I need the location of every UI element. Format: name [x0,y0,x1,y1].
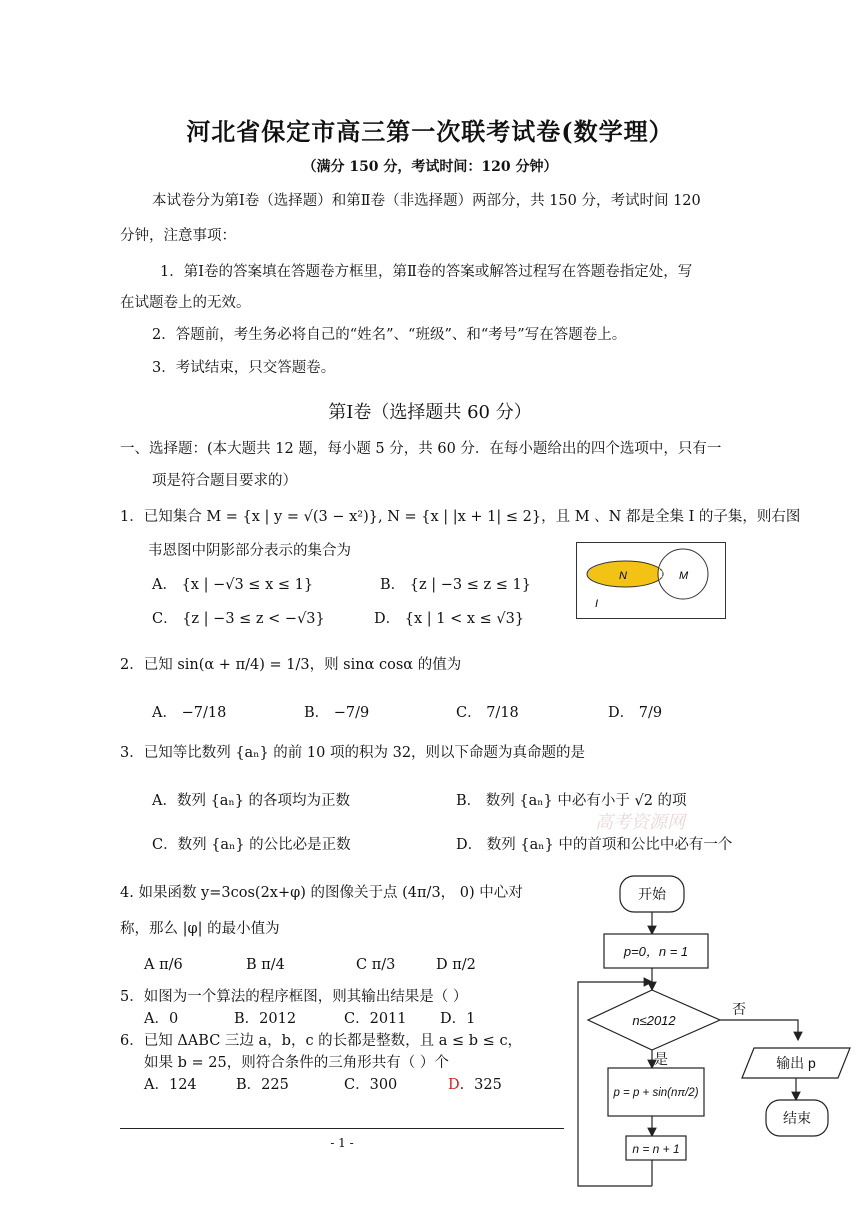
q4-option-c: C π/3 [356,957,396,973]
q6-option-a: A．124 [144,1077,197,1093]
section-title: 第Ⅰ卷（选择题共 60 分） [328,402,532,423]
flow-increment-label: n = n + 1 [632,1142,680,1156]
q6-stem-line-2: 如果 b = 25，则符合条件的三角形共有（ ）个 [144,1055,449,1071]
note-2: 2．答题前，考生务必将自己的“姓名”、“班级”、和“考号”写在答题卷上。 [152,327,627,343]
intro-line-2: 分钟，注意事项： [120,228,236,244]
exam-title: 河北省保定市高三第一次联考试卷(数学理） [186,117,674,146]
q5-option-b: B．2012 [234,1011,297,1027]
flow-update-label: p = p + sin(nπ/2) [613,1087,699,1099]
q1-option-d: D． {x | 1 < x ≤ √3} [374,611,525,627]
flow-no-label: 否 [732,1001,746,1017]
q2-option-c: C． 7/18 [456,705,519,721]
q4-option-d: D π/2 [436,957,476,973]
q5-stem: 5．如图为一个算法的程序框图，则其输出结果是（ ） [120,989,468,1005]
q3-option-d: D． 数列 {aₙ} 中的首项和公比中必有一个 [456,837,733,853]
q3-option-c: C．数列 {aₙ} 的公比必是正数 [152,837,351,853]
exam-subtitle: （满分 150 分，考试时间：120 分钟） [302,159,558,175]
q3-option-a: A．数列 {aₙ} 的各项均为正数 [152,793,351,809]
q1-option-a: A． {x | −√3 ≤ x ≤ 1} [152,577,314,593]
note-1-line-2: 在试题卷上的无效。 [120,295,251,311]
q3-option-b: B． 数列 {aₙ} 中必有小于 √2 的项 [456,793,687,809]
note-1-line-1: 1．第Ⅰ卷的答案填在答题卷方框里，第Ⅱ卷的答案或解答过程写在答题卷指定处，写 [160,264,693,280]
watermark: 高考资源网 [595,812,685,833]
q2-stem: 2．已知 sin(α + π/4) = 1/3，则 sinα cosα 的值为 [120,657,462,673]
q4-option-b: B π/4 [246,957,285,973]
q5-option-d: D．1 [440,1011,476,1027]
q4-stem-line-2: 称，那么 |φ| 的最小值为 [120,921,280,937]
q4-option-a: A π/6 [144,957,183,973]
q1-stem-line-1: 1．已知集合 M = {x | y = √(3 − x²)}, N = {x | |x + 1| ≤ 2}，且 M 、N 都是全集 I 的子集，则右图 [120,509,801,525]
q3-stem: 3．已知等比数列 {aₙ} 的前 10 项的积为 32，则以下命题为真命题的是 [120,745,586,761]
q6-option-d-value: ．325 [459,1077,502,1093]
q2-option-d: D． 7/9 [608,705,663,721]
note-3: 3．考试结束，只交答题卷。 [152,360,336,376]
set-n-label: N [619,570,627,582]
venn-diagram [576,542,726,619]
flow-start-label: 开始 [638,886,666,902]
q2-option-a: A． −7/18 [152,705,227,721]
q6-option-d [448,1074,502,1096]
flow-end-label: 结束 [783,1110,811,1126]
q5-option-c: C．2011 [344,1011,407,1027]
q1-option-b: B． {z | −3 ≤ z ≤ 1} [380,577,531,593]
set-m-label: M [679,570,689,582]
q5-option-a: A．0 [144,1011,179,1027]
page-number: - 1 - [330,1136,354,1150]
venn-svg [577,543,725,618]
q4-stem-line-1: 4. 如果函数 y=3cos(2x+φ) 的图像关于点 (4π/3， 0) 中心对 [120,885,523,901]
flow-decision-label: n≤2012 [632,1013,676,1028]
intro-line-1: 本试卷分为第Ⅰ卷（选择题）和第Ⅱ卷（非选择题）两部分，共 150 分，考试时间 120 [152,193,701,209]
q6-stem-line-1: 6．已知 ΔABC 三边 a，b，c 的长都是整数，且 a ≤ b ≤ c， [120,1033,523,1049]
part1-line-2: 项是符合题目要求的） [152,473,297,489]
flow-init-label: p=0，n = 1 [623,944,689,959]
q1-option-c: C． {z | −3 ≤ z < −√3} [152,611,325,627]
footer-divider [120,1128,564,1129]
q1-stem-line-2: 韦恩图中阴影部分表示的集合为 [148,543,351,559]
q2-option-b: B． −7/9 [304,705,370,721]
universal-set-label: I [595,598,599,610]
q6-option-c: C．300 [344,1077,398,1093]
flow-output-label: 输出 p [776,1055,816,1071]
flow-yes-label: 是 [654,1051,668,1067]
part1-line-1: 一、选择题：(本大题共 12 题，每小题 5 分，共 60 分．在每小题给出的四个选项中，只有一 [120,441,722,457]
q6-option-b: B．225 [236,1077,289,1093]
q6-option-d-letter: D [448,1077,460,1093]
